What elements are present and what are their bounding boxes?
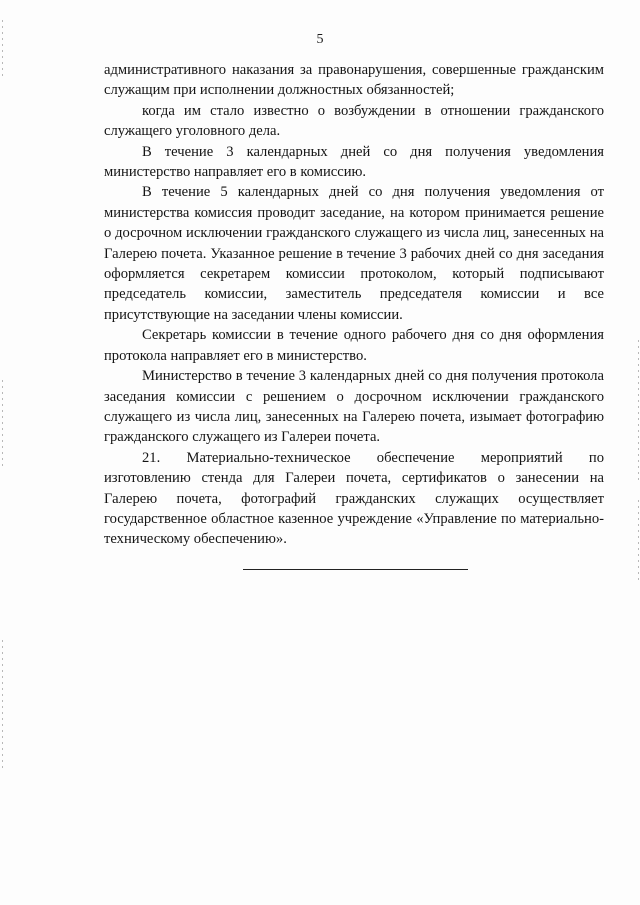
paragraph: В течение 3 календарных дней со дня получения уведомления министерство направляет его в комиссию. bbox=[104, 143, 604, 181]
document-body bbox=[104, 60, 604, 550]
page-number: 5 bbox=[316, 32, 324, 47]
paragraph: административного наказания за правонарушения, совершенные гражданским служащим при исполнении должностных обязанностей; bbox=[104, 62, 604, 99]
right-edge-scan-mark bbox=[638, 500, 639, 580]
right-edge-scan-mark bbox=[638, 340, 639, 480]
left-edge-scan-mark bbox=[2, 380, 3, 470]
paragraph: когда им стало известно о возбуждении в отношении гражданского служащего уголовного дела. bbox=[104, 102, 604, 140]
left-edge-scan-mark bbox=[2, 640, 3, 770]
paragraph: В течение 5 календарных дней со дня получения уведомления от министерства комиссия проводит заседание, на котором принимается решение о досрочном исключении гражданского служащего из числа лиц, занесенных на Галерею почета. Указанное решение в течение 3 рабочих дней со дня заседания оформляется секретарем комиссии протоколом, который подписывают председатель комиссии, заместитель председателя комиссии и все присутствующие на заседании члены комиссии. bbox=[104, 184, 604, 323]
paragraph: 21. Материально-техническое обеспечение мероприятий по изготовлению стенда для Галереи почета, сертификатов о занесении на Галерею почета, фотографий гражданских служащих осуществляет государственное областное казенное учреждение «Управление по материально-техническому обеспечению». bbox=[104, 449, 604, 548]
end-of-document-rule bbox=[243, 569, 468, 570]
paragraph: Секретарь комиссии в течение одного рабочего дня со дня оформления протокола направляет его в министерство. bbox=[104, 327, 604, 364]
left-edge-scan-mark bbox=[2, 20, 3, 80]
paragraph: Министерство в течение 3 календарных дней со дня получения протокола заседания комиссии с решением о досрочном исключении гражданского служащего из числа лиц, занесенных на Галерею почета, изымает фотографию гражданского служащего из Галереи почета. bbox=[104, 368, 604, 446]
